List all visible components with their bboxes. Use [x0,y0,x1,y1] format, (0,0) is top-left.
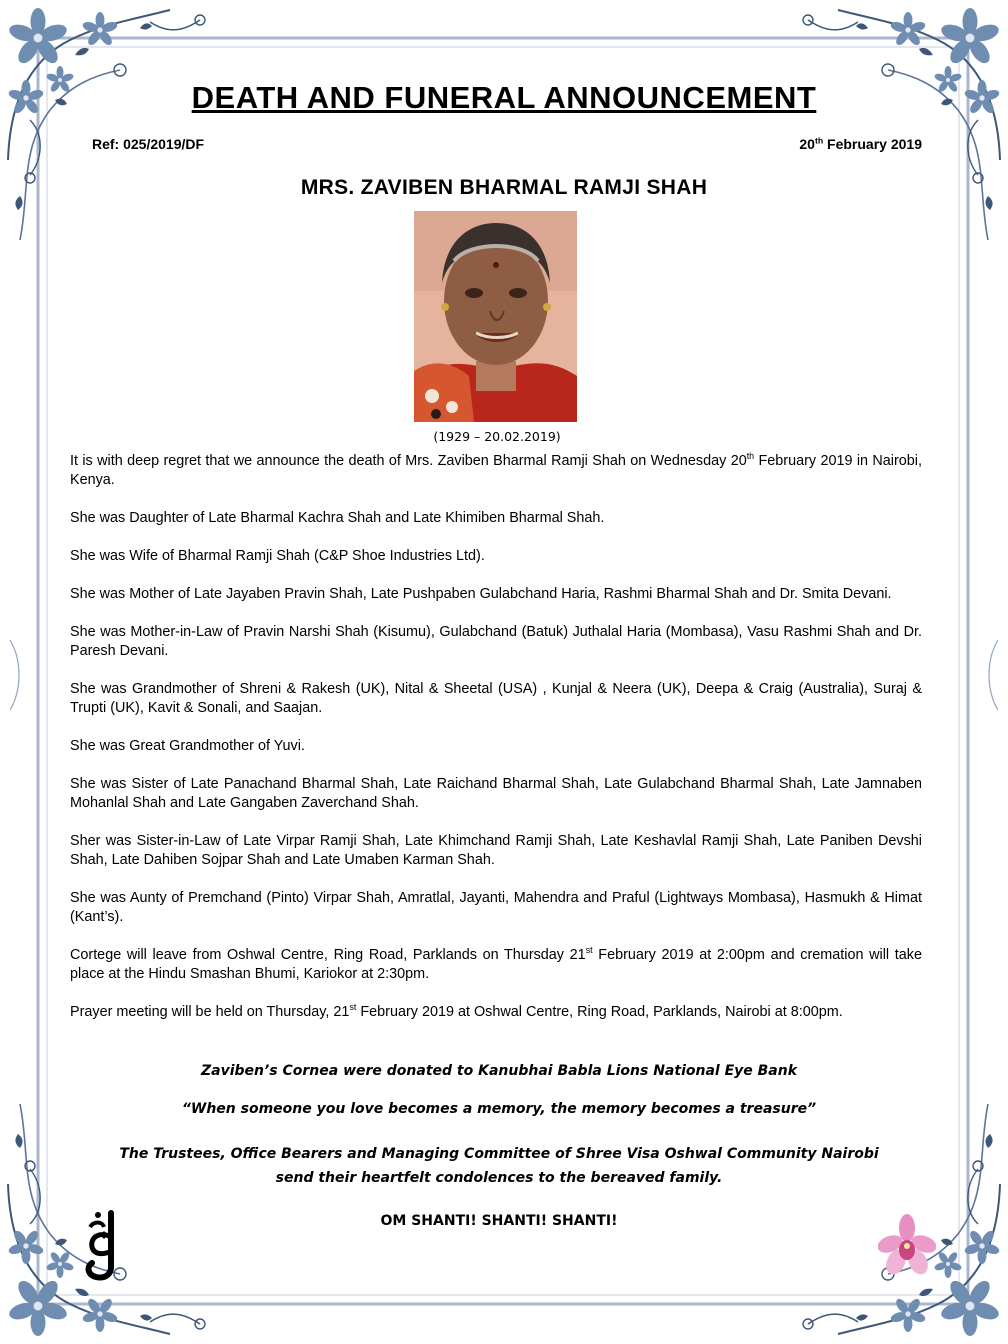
condolence-line-2: send their heartfelt condolences to the bereaved family. [275,1170,723,1186]
memorial-quote: “When someone you love becomes a memory, the memory becomes a treasure” [181,1101,817,1117]
announcement-title: DEATH AND FUNERAL ANNOUNCEMENT [191,80,817,115]
om-shanti-line: OM SHANTI! SHANTI! SHANTI! [380,1213,618,1229]
daughter-paragraph: She was Daughter of Late Bharmal Kachra Shah and Late Khimiben Bharmal Shah. [70,510,605,526]
sister-in-law-paragraph: Sher was Sister-in-Law of Late Virpar Ramji Shah, Late Khimchand Ramji Shah, Late Keshavlal Ramji Shah, Late Paniben Devshi Shah, Late Dahiben Sojpar Shah and Late Umaben Karman Shah. [70,833,922,868]
portrait-photo [414,211,577,422]
condolence-line-1: The Trustees, Office Bearers and Managing Committee of Shree Visa Oshwal Community Nairobi [119,1146,879,1162]
cornea-donation-note: Zaviben’s Cornea were donated to Kanubhai Babla Lions National Eye Bank [200,1063,798,1079]
mother-paragraph: She was Mother of Late Jayaben Pravin Shah, Late Pushpaben Gulabchand Haria, Rashmi Bharmal Shah and Dr. Smita Devani. [70,586,892,602]
wife-paragraph: She was Wife of Bharmal Ramji Shah (C&P Shoe Industries Ltd). [70,548,485,564]
jain-symbol-icon [82,1207,122,1281]
deceased-name: MRS. ZAVIBEN BHARMAL RAMJI SHAH [300,176,708,199]
death-announcement-paragraph: It is with deep regret that we announce the death of Mrs. Zaviben Bharmal Ramji Shah on Wednesday 20th February 2019 in Nairobi, Kenya. [70,451,922,488]
announcement-date: 20th February 2019 [799,135,922,152]
reference-number: Ref: 025/2019/DF [92,136,205,152]
cortege-paragraph: Cortege will leave from Oshwal Centre, Ring Road, Parklands on Thursday 21st February 2019 at 2:00pm and cremation will take place at the Hindu Smashan Bhumi, Kariokor at 2:30pm. [70,945,922,982]
pink-orchid-icon [878,1214,936,1278]
sister-paragraph: She was Sister of Late Panachand Bharmal Shah, Late Raichand Bharmal Shah, Late Gulabchand Bharmal Shah, Late Jamnaben Mohanlal Shah and Late Gangaben Zaverchand Shah. [70,776,922,811]
lifespan-dates: (1929 – 20.02.2019) [433,429,561,444]
great-grandmother-paragraph: She was Great Grandmother of Yuvi. [70,738,305,754]
condolence-message [0,1142,998,1190]
mother-in-law-paragraph: She was Mother-in-Law of Pravin Narshi Shah (Kisumu), Gulabchand (Batuk) Juthalal Haria (Mombasa), Vasu Rashmi Shah and Dr. Paresh Devani. [70,624,922,659]
aunty-paragraph: She was Aunty of Premchand (Pinto) Virpar Shah, Amratlal, Jayanti, Mahendra and Praful (Lightways Mombasa), Hasmukh & Himat (Kant’s). [70,890,922,925]
grandmother-paragraph: She was Grandmother of Shreni & Rakesh (UK), Nital & Sheetal (USA) , Kunjal & Neera (UK), Deepa & Craig (Australia), Suraj & Trupti (UK), Kavit & Sonali, and Saajan. [70,681,922,716]
prayer-meeting-paragraph: Prayer meeting will be held on Thursday, 21st February 2019 at Oshwal Centre, Ring Road, Parklands, Nairobi at 8:00pm. [70,1002,843,1020]
announcement-body [70,452,922,1022]
